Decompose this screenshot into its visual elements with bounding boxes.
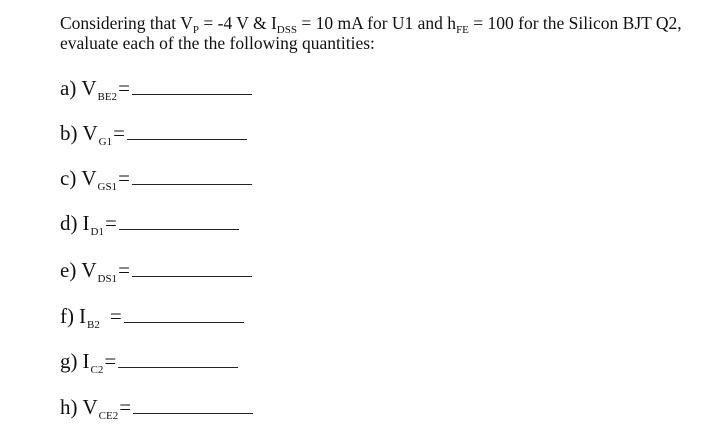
intro-text-3: = 10 mA for U1 and h [296,13,457,33]
question-label: f) [60,304,74,328]
equals-sign: = [104,349,117,373]
question-a [60,76,252,106]
equals-sign: = [113,121,125,145]
answer-blank-e [132,258,252,277]
equals-sign: = [118,258,130,282]
question-label: e) [60,258,77,282]
answer-blank-c [132,166,252,185]
intro-text-4: = 100 for the Silicon BJT Q2, [468,13,682,33]
question-symbol: V [82,395,98,419]
intro-text-2: = -4 V & I [199,13,277,33]
equals-sign: = [118,76,130,100]
answer-blank-g [118,349,238,368]
question-subscript: BE2 [97,91,118,103]
question-subscript: B2 [87,319,100,331]
equals-sign: = [109,304,122,328]
equals-sign: = [118,166,130,190]
equals-sign: = [119,395,132,419]
question-symbol: V [81,76,97,100]
question-label: c) [60,166,77,190]
question-symbol: I [79,304,86,328]
answer-blank-f [124,304,244,323]
answer-blank-a [132,76,252,95]
equals-sign: = [104,211,117,235]
answer-blank-h [133,395,253,414]
intro-sub-vp: P [192,24,199,36]
question-subscript: D1 [90,226,104,238]
question-symbol: V [81,166,97,190]
question-c [60,166,252,196]
intro-line-2: evaluate each of the the following quantities: [60,33,375,53]
question-d [60,211,239,241]
question-symbol: V [81,258,97,282]
intro-sub-idss: DSS [276,24,297,36]
question-subscript: DS1 [97,273,118,285]
question-subscript: G1 [98,136,113,148]
question-b [60,121,247,151]
question-label: d) [60,211,78,235]
question-label: h) [60,395,78,419]
question-h [60,395,253,425]
answer-blank-b [127,121,247,140]
question-label: g) [60,349,78,373]
intro-sub-hfe: FE [456,24,469,36]
answer-blank-d [119,211,239,230]
question-subscript: C2 [90,364,104,376]
question-g [60,349,238,379]
question-subscript: GS1 [97,181,118,193]
question-symbol: I [82,349,90,373]
question-label: a) [60,76,77,100]
intro-text-1: Considering that V [60,13,193,33]
question-subscript: CE2 [98,410,119,422]
question-symbol: I [82,211,90,235]
question-symbol: V [82,121,98,145]
question-e [60,258,252,288]
problem-statement [60,13,720,53]
question-label: b) [60,121,78,145]
question-f [60,304,244,334]
